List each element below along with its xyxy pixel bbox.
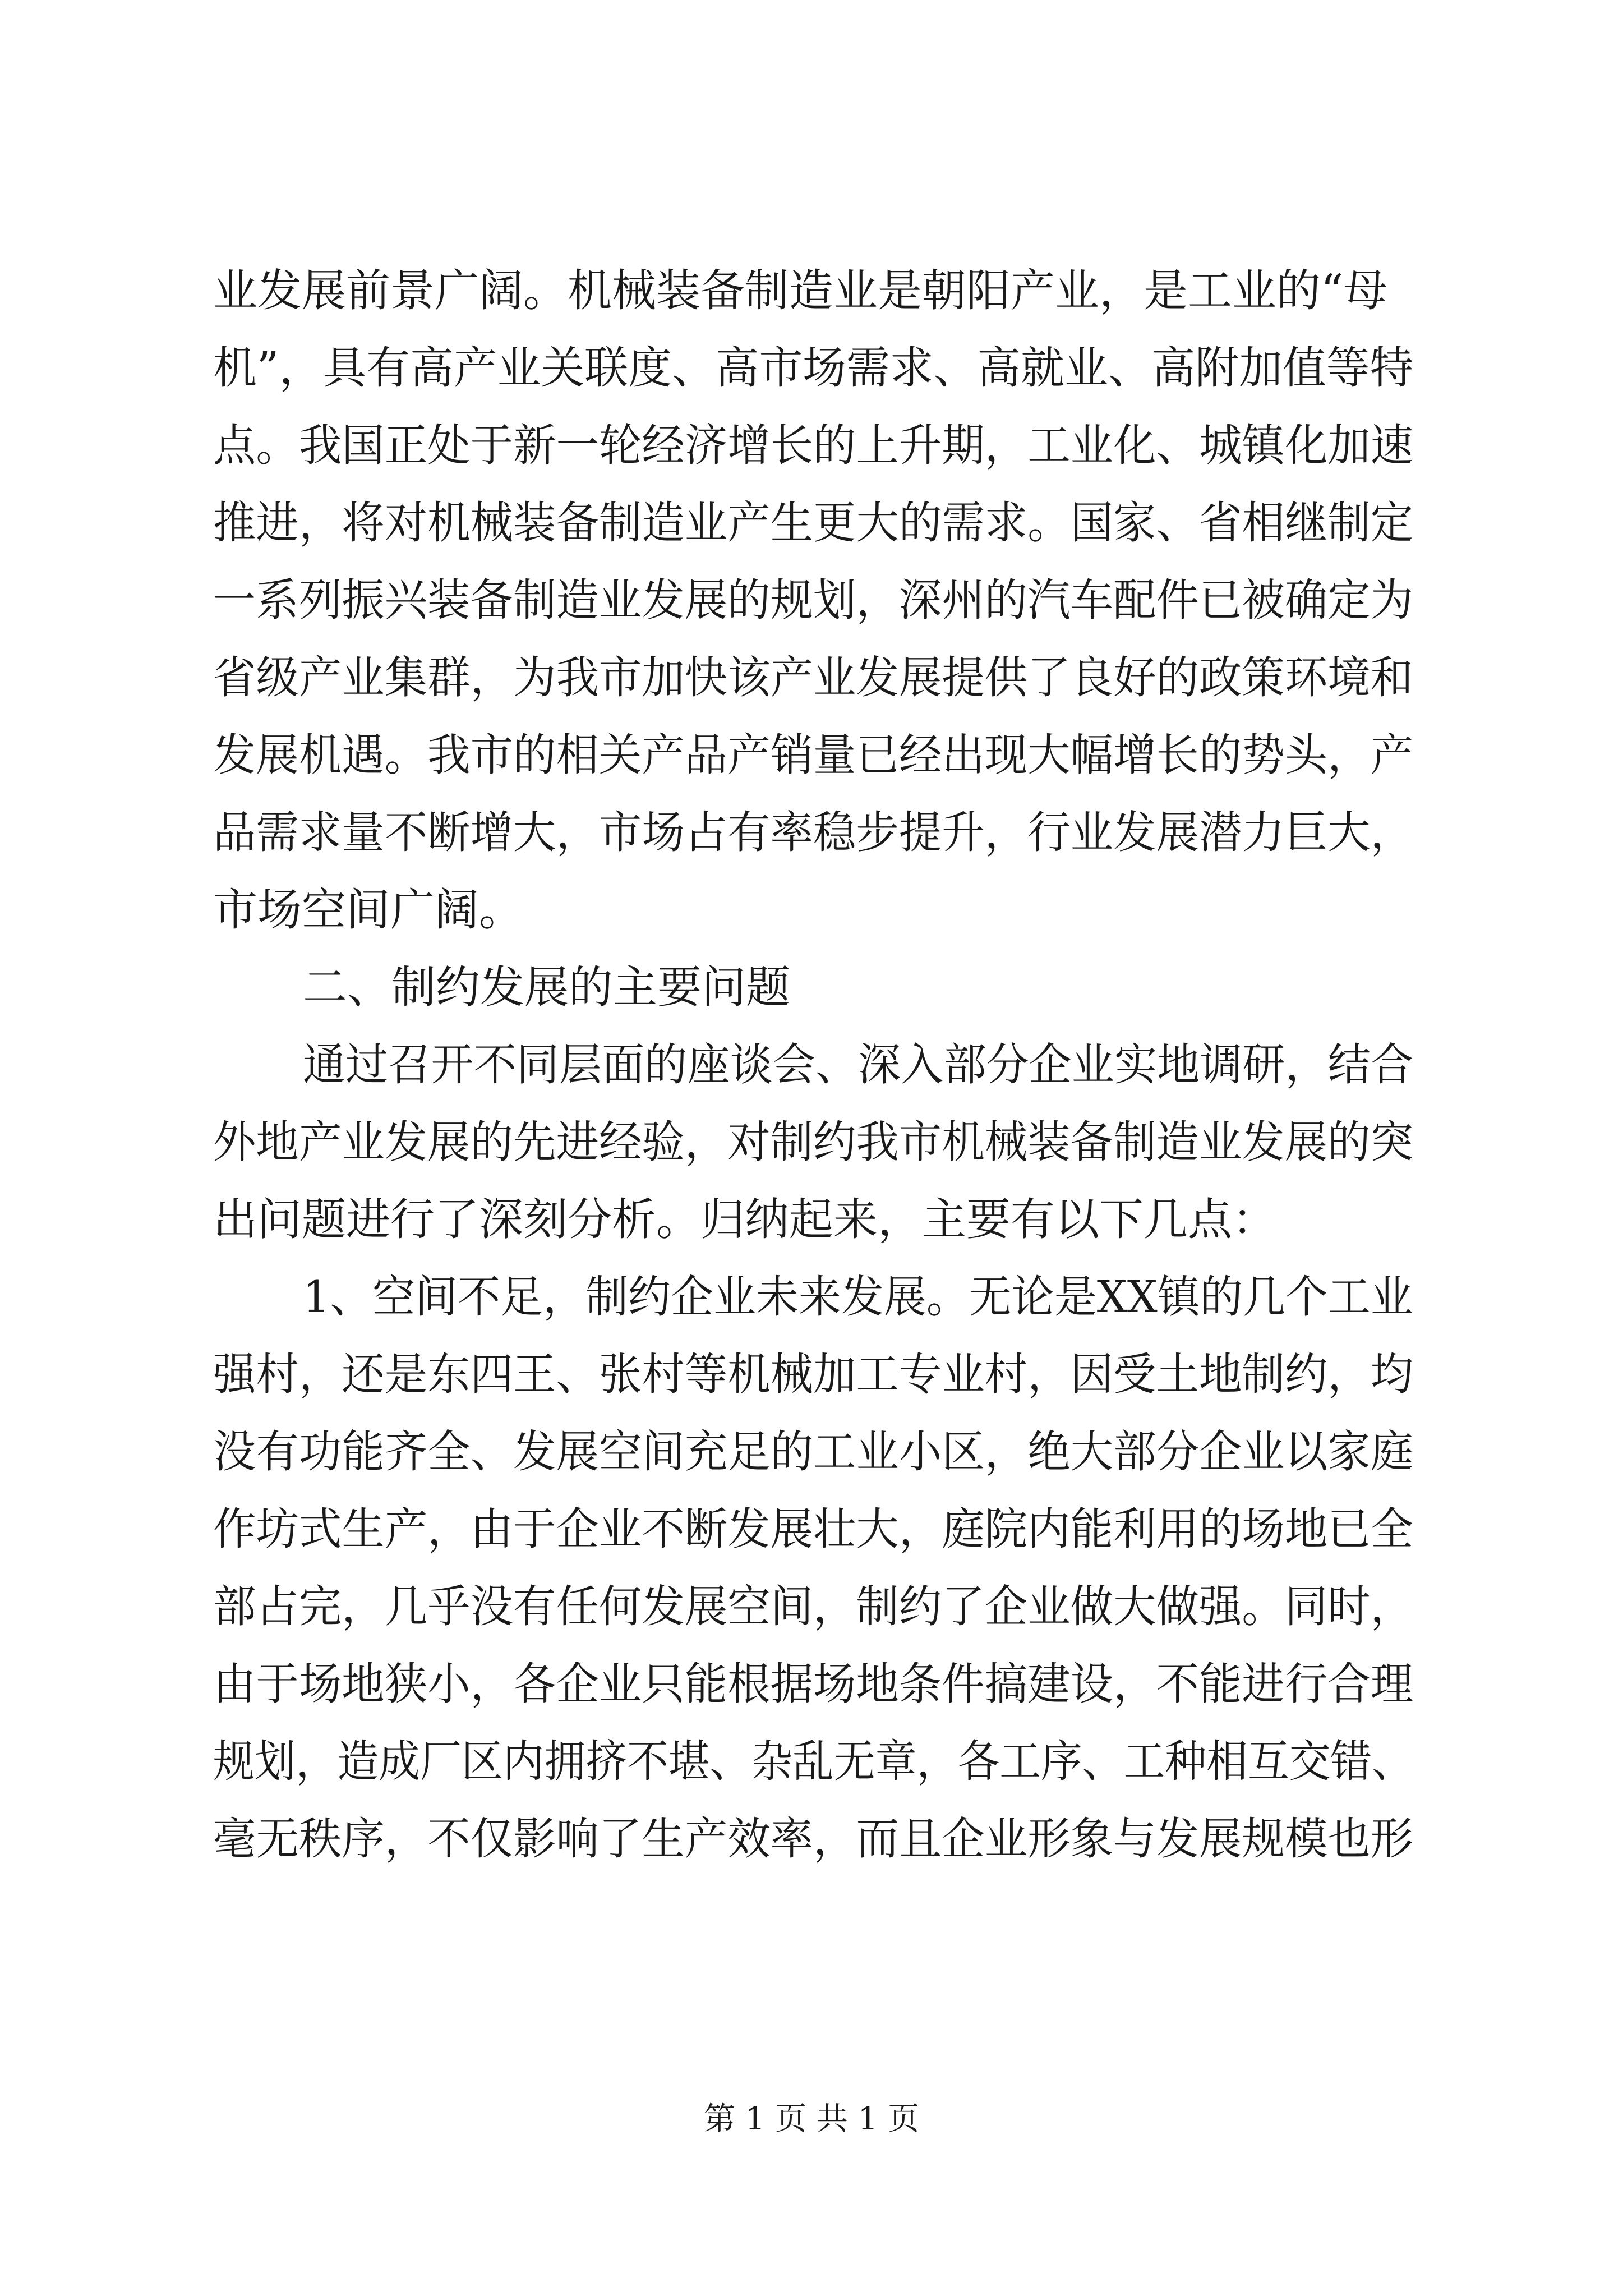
text-line: 市场空间广阔。 [213, 884, 523, 936]
text-line: 部占完，几乎没有任何发展空间，制约了企业做大做强。同时， [213, 1581, 1414, 1632]
text-line: 通过召开不同层面的座谈会、深入部分企业实地调研，结合 [303, 1039, 1414, 1091]
text-line: 强村，还是东四王、张村等机械加工专业村，因受土地制约，均 [213, 1349, 1414, 1400]
text-line: 推进，将对机械装备制造业产生更大的需求。国家、省相继制定 [213, 497, 1414, 549]
text-line: 没有功能齐全、发展空间充足的工业小区，绝大部分企业以家庭 [213, 1426, 1414, 1478]
text-line: 发展机遇。我市的相关产品产销量已经出现大幅增长的势头，产 [213, 729, 1414, 781]
text-line: 出问题进行了深刻分析。归纳起来，主要有以下几点： [213, 1194, 1276, 1245]
text-line: 机”，具有高产业关联度、高市场需求、高就业、高附加值等特 [213, 342, 1414, 394]
text-line: 一系列振兴装备制造业发展的规划，深州的汽车配件已被确定为 [213, 574, 1414, 626]
text-line: 规划，造成厂区内拥挤不堪、杂乱无章，各工序、工种相互交错、 [213, 1736, 1414, 1787]
text-line: 毫无秩序，不仅影响了生产效率，而且企业形象与发展规模也形 [213, 1813, 1414, 1865]
text-line: 由于场地狭小，各企业只能根据场地条件搞建设，不能进行合理 [213, 1658, 1414, 1710]
page-number-footer: 第 1 页 共 1 页 [703, 2101, 920, 2137]
text-line: 品需求量不断增大，市场占有率稳步提升，行业发展潜力巨大， [213, 807, 1414, 858]
text-line: 1、空间不足，制约企业未来发展。无论是XX镇的几个工业 [303, 1271, 1413, 1323]
text-line: 省级产业集群，为我市加快该产业发展提供了良好的政策环境和 [213, 652, 1414, 703]
text-line: 业发展前景广阔。机械装备制造业是朝阳产业，是工业的“母 [213, 265, 1388, 316]
section-heading: 二、制约发展的主要问题 [303, 961, 790, 1013]
text-line: 作坊式生产，由于企业不断发展壮大，庭院内能利用的场地已全 [213, 1503, 1414, 1555]
text-line: 点。我国正处于新一轮经济增长的上升期，工业化、城镇化加速 [213, 420, 1414, 471]
text-line: 外地产业发展的先进经验，对制约我市机械装备制造业发展的突 [213, 1116, 1414, 1168]
